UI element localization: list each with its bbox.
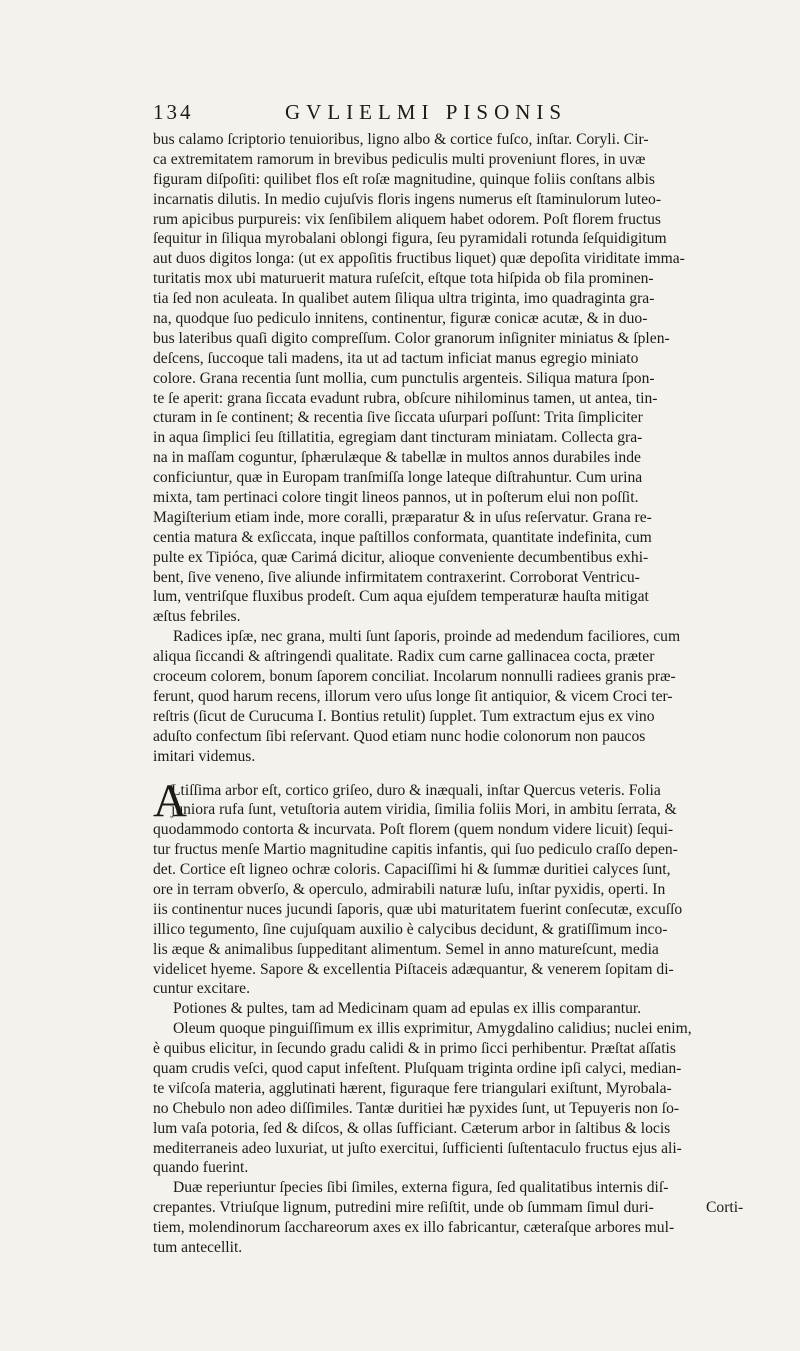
text-line: bus calamo ſcriptorio tenuioribus, ligno albo & cortice fuſco, inſtar. Coryli. Cir- [153,131,649,148]
text-line: Ltiſſima arbor eſt, cortico griſeo, duro & inæquali, inſtar Quercus veteris. Folia [171,781,661,799]
page-header [153,100,753,124]
text-line: conficiuntur, quæ in Europam tranſmiſſa longe lateque diſtrahuntur. Cum urina [153,469,643,487]
text-line: pulte ex Tipióca, quæ Carimá dicitur, alioque conveniente decumbentibus exhi- [153,548,649,566]
paragraph [153,130,738,627]
text-line: Duæ reperiuntur ſpecies ſibi ſimiles, externa figura, ſed qualitatibus internis diſ- [173,1179,669,1197]
text-line: lis æque & animalibus ſuppeditant alimentum. Semel in anno matureſcunt, media [153,940,659,958]
text-line: lum, ventriſque fluxibus prodeſt. Cum aqua ejuſdem temperaturæ hauſta mitigat [153,588,649,606]
text-line: tia ſed non aculeata. In qualibet autem ſiliqua ultra triginta, imo quadraginta gra- [153,290,655,308]
text-line: æſtus febriles. [153,608,241,626]
text-line: croceum colorem, bonum ſaporem conciliat. Incolarum nonnulli radiees granis præ- [153,668,676,686]
section-gap [153,767,738,781]
text-line: incarnatis dilutis. In medio cujuſvis floris ingens numerus eſt ſtaminulorum luteo- [153,190,662,208]
text-line: lum vaſa potoria, ſed & diſcos, & ollas ſufficiant. Cæterum arbor in ſaltibus & locis [153,1119,671,1137]
text-line: Radices ipſæ, nec grana, multi ſunt ſaporis, proinde ad medendum faciliores, cum [173,628,681,646]
text-line: in aqua ſimplici ſeu ſtillatitia, egregiam dant tincturam miniatam. Collecta gra- [153,429,643,447]
text-line: rum apicibus purpureis: vix ſenſibilem aliquem habet odorem. Poſt florem fructus [153,210,661,228]
text-line: reſtris (ſicut de Curucuma I. Bontius retulit) ſupplet. Tum extractum ejus ex vino [153,707,655,725]
text-line: mediterraneis adeo luxuriat, ut juſto exercitui, ſufficienti ſuſtentaculo fructus ejus ali- [153,1139,682,1157]
text-line: crepantes. Vtriuſque lignum, putredini mire reſiſtit, unde ob ſummam ſimul duri- [153,1199,654,1217]
text-line: illico tegumento, ſine cujuſquam auxilio è calycibus decidunt, & gratiſſimum inco- [153,920,668,938]
text-line: tur fructus menſe Martio magnitudine capitis infantis, qui ſuo pediculo craſſo depen- [153,841,678,859]
text-line: aliqua ſiccandi & aſtringendi qualitate. Radix cum carne gallinacea cocta, præter [153,648,655,666]
text-line: Oleum quoque pinguiſſimum ex illis exprimitur, Amygdalino calidius; nuclei enim, [173,1020,692,1038]
paragraph [153,1019,738,1178]
text-line: Potiones & pultes, tam ad Medicinam quam ad epulas ex illis comparantur. [173,1000,642,1018]
text-line: Magiſterium etiam inde, more coralli, præparatur & in uſus reſervatur. Grana re- [153,508,652,526]
paragraph [153,999,738,1019]
text-line: mixta, tam pertinaci colore tingit lineos pannos, ut in poſterum elui non poſſit. [153,489,639,507]
text-line: ſequitur in ſiliqua myrobalani oblongi figura, ſeu pyramidali rotunda ſeſquidigitum [153,230,667,248]
text-line: no Chebulo non adeo diſſimiles. Tantæ duritiei hæ pyxides ſunt, ut Tepuyeris non ſo- [153,1099,680,1117]
text-line: imitari videmus. [153,747,256,765]
text-line: ca extremitatem ramorum in brevibus pediculis multi proveniunt flores, in uvæ [153,150,646,168]
text-line: tiem, molendinorum ſacchareorum axes ex illo fabricantur, cæteraſque arbores mul- [153,1219,675,1237]
running-head: GVLIELMI PISONIS [285,100,568,124]
text-line: cuntur excitare. [153,980,250,998]
paragraph [153,1178,738,1258]
text-line: quando fuerint. [153,1159,249,1177]
text-line: aduſto confectum ſibi reſervant. Quod etiam nunc hodie colonorum non paucos [153,727,646,745]
text-line: na, quodque ſuo pediculo innitens, continentur, figuræ conicæ acutæ, & in duo- [153,310,648,328]
text-line: na in maſſam coguntur, ſphærulæque & tabellæ in multos annos durabiles inde [153,449,641,467]
text-line: colore. Grana recentia ſunt mollia, cum punctulis argenteis. Siliqua matura ſpon- [153,369,655,387]
text-line: figuram diſpoſiti: quilibet flos eſt roſæ magnitudine, quinque foliis conſtans albis [153,170,655,188]
text-line: det. Cortice eſt ligneo ochræ coloris. Capaciſſimi hi & ſummæ duritiei calyces ſunt, [153,861,671,879]
text-line: cturam in ſe continent; & recentia ſive ſiccata uſurpari poſſunt: Trita ſimpliciter [153,409,643,427]
text-line: videlicet hyeme. Sapore & excellentia Piſtaceis adæquantur, & venerem ſopitam di- [153,960,674,978]
paragraph [153,627,738,766]
text-line: tum antecellit. [153,1238,243,1256]
text-line: quodammodo contorta & incurvata. Poſt florem (quem nondum videre licuit) ſequi- [153,821,674,839]
text-line: iis continentur nuces jucundi ſaporis, quæ ubi maturitatem fuerint conſecutæ, excuſſo [153,900,683,918]
text-line: te viſcoſa materia, agglutinati hærent, figuraque fere triangulari exiſtunt, Myrobala- [153,1079,672,1097]
text-line: ferunt, quod harum recens, illorum vero uſus longe ſit antiquior, & vicem Croci ter- [153,687,673,705]
catchword: Corti- [706,1199,744,1216]
text-line: è quibus elicitur, in ſecundo gradu calidi & in primo ſicci perhibentur. Præſtat aſſatis [153,1040,676,1058]
text-line: quam crudis veſci, quod caput infeſtent. Pluſquam triginta ordine ipſi calyci, median- [153,1059,682,1077]
text-block [153,130,738,1258]
text-line: aut duos digitos longa: (ut ex appoſitis fructibus liquet) quæ depoſita viriditate imma- [153,250,685,268]
text-line: juniora rufa ſunt, vetuſtoria autem viridia, ſimilia foliis Mori, in ambitu ſerrata, & [171,801,677,819]
text-line: ore in terram obverſo, & operculo, admirabili naturæ luſu, inſtar pyxidis, operti. In [153,880,666,898]
text-line: te ſe aperit: grana ſiccata evadunt rubra, obſcure nihilominus tamen, ut antea, tin- [153,389,658,407]
text-line: bus lateribus quaſi digito compreſſum. Color granorum inſigniter miniatus & ſplen- [153,329,670,347]
text-line: deſcens, ſuccoque tali madens, ita ut ad tactum inficiat manus egregio miniato [153,349,639,367]
page-number: 134 [153,100,194,124]
text-line: turitatis mox ubi maturuerit matura ruſeſcit, eſtque tota hiſpida ob fila prominen- [153,270,654,288]
drop-cap: A [153,774,187,827]
paragraph [153,774,738,1000]
text-line: centia matura & exſiccata, inque paſtillos conformata, quantitate indefinita, cum [153,528,652,546]
text-line: bent, ſive veneno, ſive aliunde infirmitatem contraxerint. Corroborat Ventricu- [153,568,640,586]
